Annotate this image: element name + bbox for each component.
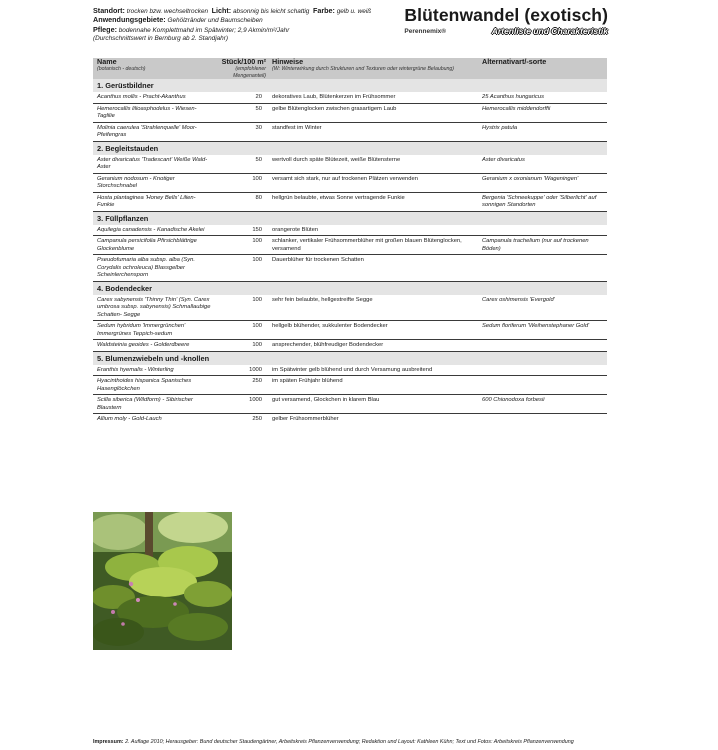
plant-name-cell: Hyacinthoides hispanica Spanisches Hasenglöckchen <box>93 376 213 395</box>
licht-label: Licht: <box>211 6 232 15</box>
table-row <box>93 236 607 255</box>
table-body <box>93 79 607 425</box>
count-cell: 50 <box>213 103 268 122</box>
plant-table <box>93 58 607 425</box>
hint-cell: orangerote Blüten <box>268 225 478 236</box>
count-cell: 100 <box>213 340 268 352</box>
alternative-cell: Hystrix patula <box>478 122 607 141</box>
section-title: 1. Gerüstbildner <box>93 79 607 92</box>
section-title: 4. Bodendecker <box>93 281 607 295</box>
hint-cell: gut versamend, Glockchen in klarem Blau <box>268 395 478 414</box>
table-row <box>93 340 607 352</box>
plant-name-cell: Hemerocallis lilioasphodelus - Wiesen-Taglilie <box>93 103 213 122</box>
count-cell: 100 <box>213 173 268 192</box>
table-row <box>93 395 607 414</box>
table-row <box>93 225 607 236</box>
table-row <box>93 122 607 141</box>
section-header <box>93 141 607 155</box>
standort-value: trocken bzw. wechseltrocken <box>126 8 209 15</box>
alternative-cell: Carex oshimensis 'Evergold' <box>478 295 607 321</box>
count-cell: 1000 <box>213 365 268 376</box>
hint-cell: im Spätwinter gelb blühend und durch Versamung ausbreitend <box>268 365 478 376</box>
hint-cell: hellgrün belaubte, etwas Sonne vertragende Funkie <box>268 192 478 211</box>
anwendung-value: Gehölzränder und Baumscheiben <box>167 17 263 25</box>
alternative-cell: 600 Chionodoxa forbesii <box>478 395 607 414</box>
alternative-cell <box>478 225 607 236</box>
page-title: Blütenwandel (exotisch) <box>404 5 608 25</box>
alternative-cell <box>478 376 607 395</box>
imprint <box>93 739 574 745</box>
count-cell: 100 <box>213 295 268 321</box>
site-conditions <box>93 7 393 44</box>
alternative-cell <box>478 365 607 376</box>
count-cell: 100 <box>213 321 268 340</box>
plant-name-cell: Molinia caerulea 'Strahlenquelle' Moor-Pfeifengras <box>93 122 213 141</box>
plant-name-cell: Hosta plantaginea 'Honey Bells' Lilien-Funkie <box>93 192 213 211</box>
section-header <box>93 281 607 295</box>
alternative-cell: Sedum floriferum 'Weihenstephaner Gold' <box>478 321 607 340</box>
table-row <box>93 414 607 425</box>
table-row <box>93 295 607 321</box>
section-title: 2. Begleitstauden <box>93 141 607 155</box>
table-header-row <box>93 58 607 79</box>
table-row <box>93 155 607 174</box>
alternative-cell <box>478 340 607 352</box>
plant-name-cell: Allium moly - Gold-Lauch <box>97 416 162 422</box>
count-cell: 100 <box>213 255 268 282</box>
plant-name-cell: Campanula persicifolia Pfirsichblättrige Glockenblume <box>93 236 213 255</box>
table-row <box>93 103 607 122</box>
hint-cell: dekoratives Laub, Blütenkerzen im Frühsommer <box>268 92 478 103</box>
alternative-cell: 25 Acanthus hungaricus <box>478 92 607 103</box>
plant-photo <box>93 512 232 650</box>
count-cell: 30 <box>213 122 268 141</box>
page-subtitle: Artenliste und Charakteristik <box>491 26 608 36</box>
plant-name-cell: Geranium nodosum - Knotiger Storchschnabel <box>93 173 213 192</box>
plant-name-cell: Eranthis hyemalis - Winterling <box>93 365 213 376</box>
column-header-alternative: Alternativart/-sorte <box>482 57 547 66</box>
pflege-line <box>93 26 393 35</box>
farbe-value: gelb u. weiß <box>336 8 372 15</box>
hint-cell: gelbe Blütenglocken zwischen grasartigem Laub <box>268 103 478 122</box>
count-cell: 250 <box>252 416 262 422</box>
count-cell: 50 <box>213 155 268 174</box>
column-header-hint: Hinweise (W: Winterwirkung durch Strukturen und Texturen oder wintergrüne Belaubung) <box>272 57 454 72</box>
column-header-count: Stück/100 m² (empfohlener Mengenanteil) <box>221 57 266 79</box>
hint-cell: im späten Frühjahr blühend <box>268 376 478 395</box>
table-row <box>93 321 607 340</box>
hint-cell: versamt sich stark, nur auf trockenen Plätzen verwenden <box>268 173 478 192</box>
count-cell: 20 <box>213 92 268 103</box>
farbe-label: Farbe: <box>312 6 335 15</box>
hint-cell: wertvoll durch späte Blütezeit, weiße Blütensterne <box>268 155 478 174</box>
imprint-text: 2. Auflage 2010; Herausgeber: Bund deutscher Staudengärtner, Arbeitskreis Pflanzenverwendung; Redaktion und Layout: Kathleen Kühn; Text und Fotos: Arbeitskreis Pflanzenverwendung <box>125 739 574 745</box>
alternative-cell: Hemerocallis middendorffii <box>478 103 607 122</box>
hint-cell: sehr fein belaubte, hellgestreifte Segge <box>268 295 478 321</box>
table-row <box>93 92 607 103</box>
table-row <box>93 255 607 282</box>
section-title: 5. Blumenzwiebeln und -knollen <box>93 351 607 365</box>
section-header <box>93 79 607 92</box>
brand-name: Perennemix® <box>404 28 447 35</box>
plant-name-cell: Scilla siberica (Wildform) - Sibirischer Blaustern <box>93 395 213 414</box>
plant-name-cell: Acanthus mollis - Pracht-Akanthus <box>93 92 213 103</box>
alternative-cell <box>478 255 607 282</box>
pflege-label: Pflege: <box>93 24 117 34</box>
section-title: 3. Füllpflanzen <box>93 211 607 225</box>
count-cell: 1000 <box>213 395 268 414</box>
count-cell: 250 <box>213 376 268 395</box>
hint-cell: standfest im Winter <box>268 122 478 141</box>
table-row <box>93 365 607 376</box>
pflege-value: bodennahe Komplettmahd im Spätwinter; 2,9 Akmin/m²/Jahr <box>118 26 290 34</box>
section-header <box>93 211 607 225</box>
anwendung-line <box>93 16 393 25</box>
table-row <box>93 173 607 192</box>
table-row <box>93 376 607 395</box>
table-row <box>93 192 607 211</box>
imprint-label: Impressum: <box>93 739 124 745</box>
hint-cell: gelber Frühsommerblüher <box>272 416 339 422</box>
hint-cell: schlanker, vertikaler Frühsommerblüher mit großen blauen Blütenglocken, versamend <box>268 236 478 255</box>
alternative-cell: Geranium x oxonianum 'Wageningen' <box>478 173 607 192</box>
plant-name-cell: Sedum hybridum 'Immergrünchen' Immergrünes Teppich-sedum <box>93 321 213 340</box>
alternative-cell <box>478 414 607 425</box>
standort-label: Standort: <box>93 6 125 15</box>
anwendung-label: Anwendungsgebiete: <box>93 15 166 25</box>
alternative-cell: Bergenia 'Schneekuppe' oder 'Silberlicht' auf sonnigen Standorten <box>478 192 607 211</box>
plant-name-cell: Aquilegia canadensis - Kanadische Akelei <box>93 225 213 236</box>
count-cell: 100 <box>213 236 268 255</box>
count-cell: 150 <box>213 225 268 236</box>
plant-name-cell: Carex sabynensis 'Thinny Thin' (Syn. Carex umbrosa subsp. sabynensis) Schmallaubige Schatten- Segge <box>93 295 213 321</box>
pflege-note: (Durchschnittswert in Bernburg ab 2. Standjahr) <box>93 35 228 43</box>
hint-cell: hellgelb blühender, sukkulenter Bodendecker <box>268 321 478 340</box>
alternative-cell: Aster divaricatus <box>478 155 607 174</box>
column-header-name: Name (botanisch - deutsch) <box>97 57 146 72</box>
section-header <box>93 351 607 365</box>
licht-value: absonnig bis leicht schattig <box>232 8 310 15</box>
hint-cell: ansprechender, blühfreudiger Bodendecker <box>268 340 478 352</box>
title-block <box>404 5 608 36</box>
hint-cell: Dauerblüher für trockenen Schatten <box>268 255 478 282</box>
count-cell: 80 <box>213 192 268 211</box>
alternative-cell: Campanula trachelium (nur auf trockenen Böden) <box>478 236 607 255</box>
plant-name-cell: Aster divaricatus 'Tradescant' Weiße Wald-Aster <box>93 155 213 174</box>
plant-name-cell: Pseudofumaria alba subsp. alba (Syn. Corydalis ochroleuca) Blassgelber Scheinlerchensporn <box>93 255 213 282</box>
plant-name-cell: Waldsteinia geoides - Golderdbeere <box>93 340 213 352</box>
